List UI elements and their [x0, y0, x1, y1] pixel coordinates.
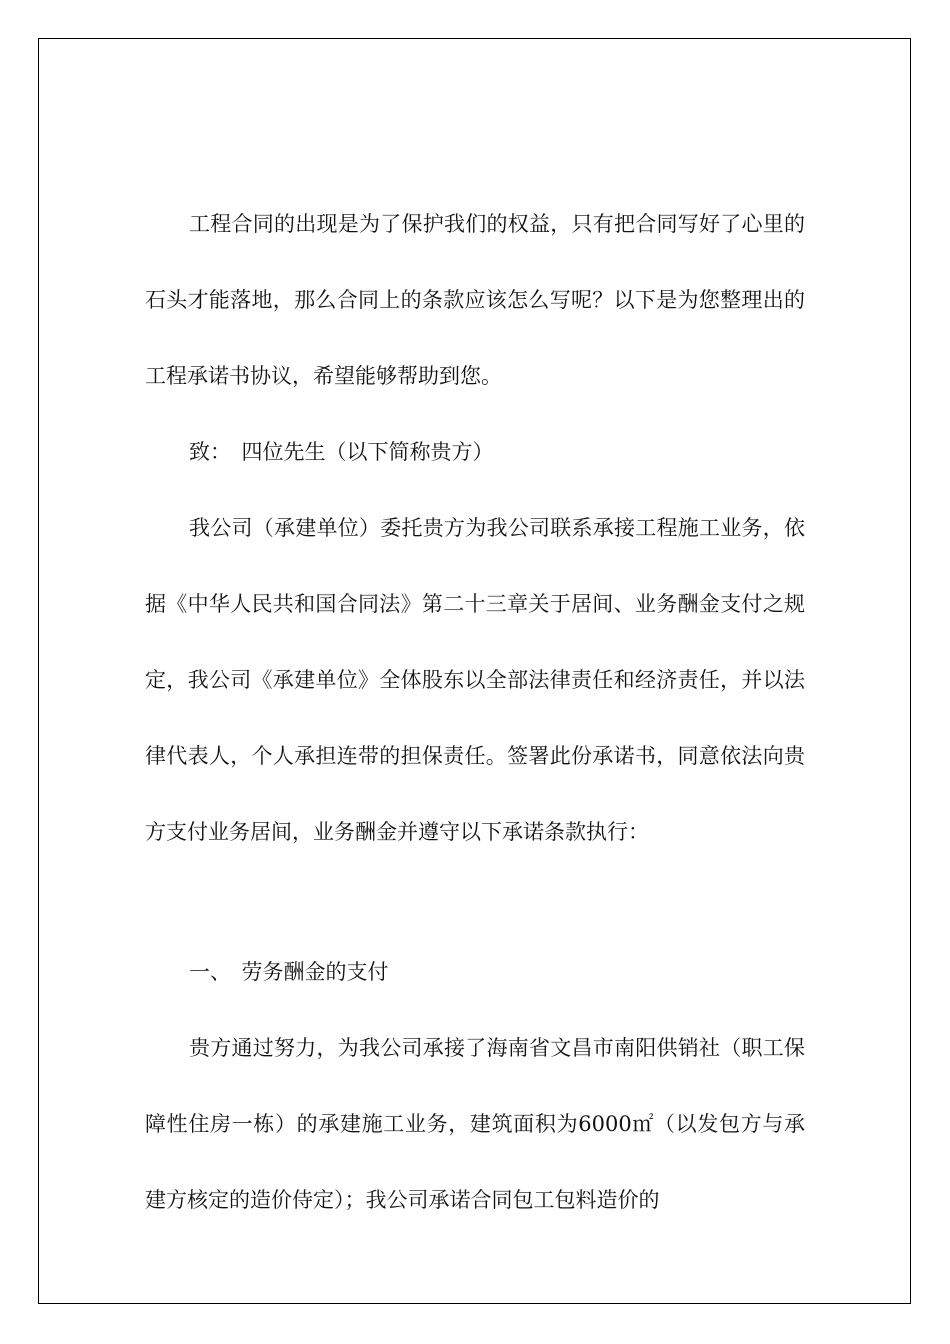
section-1-paragraph: 贵方通过努力，为我公司承接了海南省文昌市南阳供销社（职工保障性住房一栋）的承建施工业务，建筑面积为6000㎡（以发包方与承建方核定的造价侍定）；我公司承诺合同包工包料造价的 [145, 1036, 805, 1212]
intro-paragraph: 工程合同的出现是为了保护我们的权益，只有把合同写好了心里的石头才能落地，那么合同上的条款应该怎么写呢？以下是为您整理出的工程承诺书协议，希望能够帮助到您。 [145, 212, 805, 388]
addressee-line: 致： 四位先生（以下简称贵方） [189, 440, 494, 464]
section-heading-1: 一、 劳务酬金的支付 [189, 960, 389, 984]
commitment-paragraph: 我公司（承建单位）委托贵方为我公司联系承接工程施工业务，依据《中华人民共和国合同法》第二十三章关于居间、业务酬金支付之规定，我公司《承建单位》全体股东以全部法律责任和经济责任，并以法律代表人，个人承担连带的担保责任。签署此份承诺书，同意依法向贵方支付业务居间，业务酬金并遵守以下承诺条款执行： [145, 516, 805, 844]
